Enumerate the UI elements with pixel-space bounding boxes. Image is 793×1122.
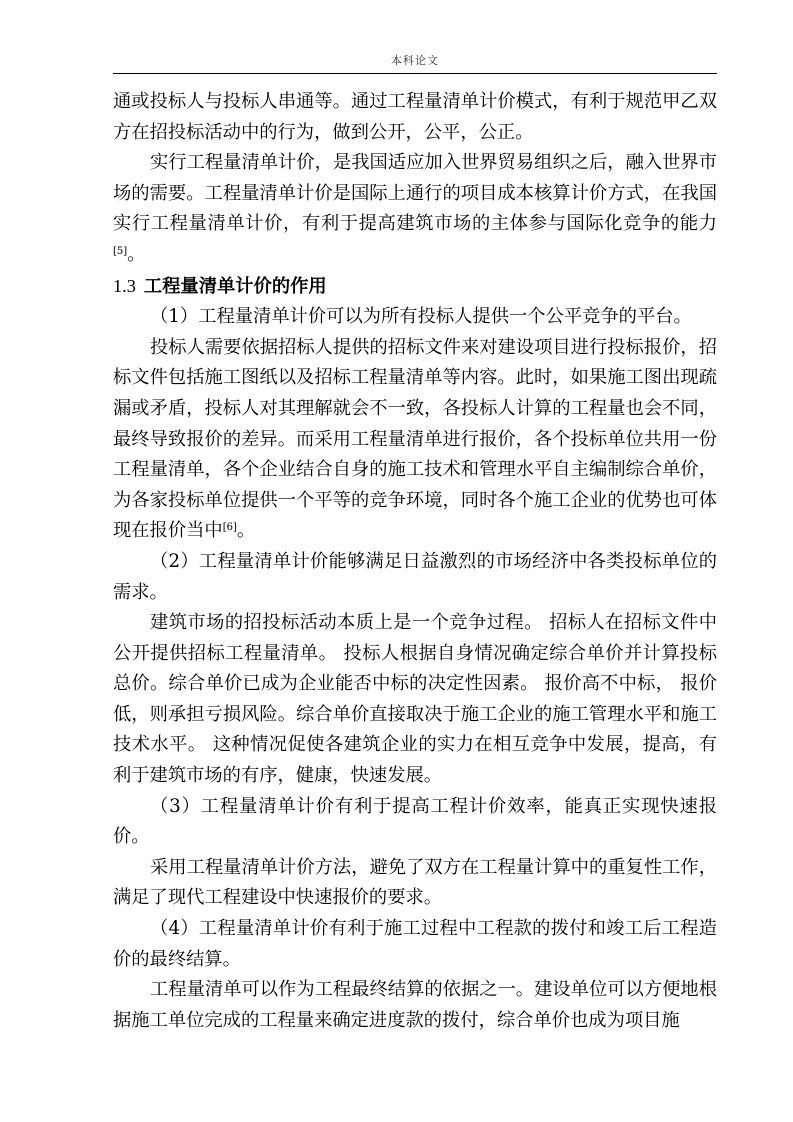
section-heading (113, 271, 717, 303)
paragraph-wto (113, 148, 717, 270)
running-header: 本科论文 (391, 54, 439, 67)
section-number: 1.3 (113, 275, 136, 296)
section-title: 工程量清单计价的作用 (143, 275, 327, 297)
list-item-3: （3）工程量清单计价有利于提高工程计价效率，能真正实现快速报价。 (113, 795, 717, 848)
paragraph-end: 。 (127, 243, 146, 265)
citation-ref: [6] (222, 522, 237, 534)
list-item-1: （1）工程量清单计价可以为所有投标人提供一个公平竞争的平台。 (150, 306, 692, 328)
paragraph-text: 投标人需要依据招标人提供的招标文件来对建设项目进行投标报价，招标文件包括施工图纸以及招标工程量清单等内容。此时，如果施工图出现疏漏或矛盾，投标人对其理解就会不一致，各投标人计算的工程量也会不同，最终导致报价的差异。而采用工程量清单进行报价，各个投标单位共用一份工程量清单，各个企业结合自身的施工技术和管理水平自主编制综合单价，为各家投标单位提供一个平等的竞争环境，同时各个施工企业的优势也可体现在报价当中 (113, 336, 717, 542)
header-rule (113, 73, 717, 74)
paragraph-competition: 建筑市场的招投标活动本质上是一个竞争过程。 招标人在招标文件中公开提供招标工程量清单。 投标人根据自身情况确定综合单价并计算投标总价。综合单价已成为企业能否中标的决定性因素。 报价高不中标， 报价低，则承担亏损风险。综合单价直接取决于施工企业的施工管理水平和施工技术水平。 这种情况促使各建筑企业的实力在相互竞争中发展，提高，有利于建筑市场的有序，健康，快速发展。 (113, 612, 717, 787)
citation-ref: [5] (113, 245, 128, 257)
paragraph-efficiency: 采用工程量清单计价方法，避免了双方在工程量计算中的重复性工作，满足了现代工程建设中快速报价的要求。 (113, 856, 717, 909)
paragraph-text: 实行工程量清单计价，是我国适应加入世界贸易组织之后，融入世界市场的需要。工程量清单计价是国际上通行的项目成本核算计价方式，在我国实行工程量清单计价，有利于提高建筑市场的主体参与国际化竞争的能力 (113, 152, 717, 235)
list-item-4: （4）工程量清单计价有利于施工过程中工程款的拨付和竣工后工程造价的最终结算。 (113, 918, 717, 970)
paragraph-continuation: 通或投标人与投标人串通等。通过工程量清单计价模式，有利于规范甲乙双方在招投标活动中的行为，做到公开，公平，公正。 (113, 91, 717, 143)
list-item-2: （2）工程量清单计价能够满足日益激烈的市场经济中各类投标单位的需求。 (113, 550, 717, 603)
paragraph-settlement: 工程量清单可以作为工程最终结算的依据之一。建设单位可以方便地根据施工单位完成的工程量来确定进度款的拨付，综合单价也成为项目施 (113, 979, 717, 1031)
body-text (113, 87, 717, 1036)
paragraph-bidding (113, 333, 717, 547)
paragraph-end: 。 (236, 520, 256, 542)
